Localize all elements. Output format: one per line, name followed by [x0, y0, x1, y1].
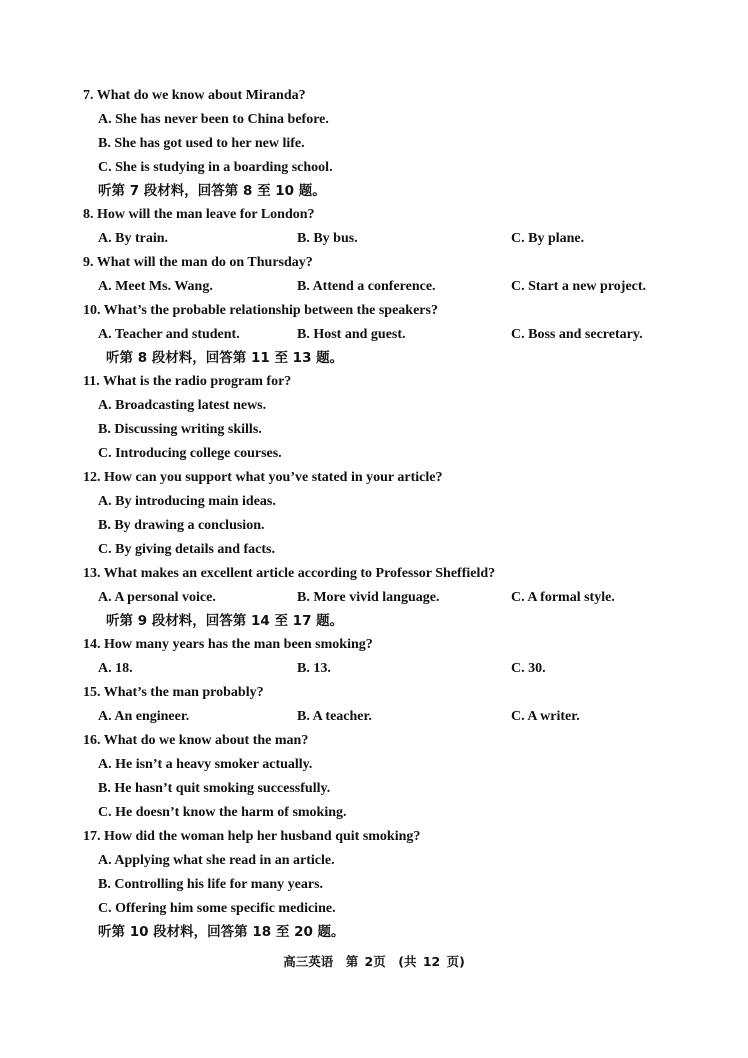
- question-11-option-c: C. Introducing college courses.: [98, 446, 282, 461]
- question-17-option-b: B. Controlling his life for many years.: [98, 877, 324, 892]
- question-9-option-a: A. Meet Ms. Wang.: [98, 279, 213, 294]
- question-7-option-c: C. She is studying in a boarding school.: [98, 160, 333, 175]
- question-9-option-c: C. Start a new project.: [511, 279, 647, 294]
- question-13-option-a: A. A personal voice.: [98, 590, 216, 605]
- question-15-option-c: C. A writer.: [511, 709, 580, 724]
- question-12-option-a: A. By introducing main ideas.: [98, 494, 276, 509]
- question-8-options: [0, 227, 748, 251]
- question-13-options: [0, 586, 748, 610]
- instruction-section-8: 听第 8 段材料，回答第 11 至 13 题。: [106, 350, 344, 366]
- question-12-option-b: B. By drawing a conclusion.: [98, 518, 265, 533]
- question-15-option-a: A. An engineer.: [98, 709, 190, 724]
- question-8-option-a: A. By train.: [98, 231, 168, 246]
- instruction-section-10: 听第 10 段材料，回答第 18 至 20 题。: [98, 924, 345, 940]
- page-footer: 高三英语 第 2页 (共 12 页): [283, 954, 465, 969]
- question-8-stem: 8. How will the man leave for London?: [83, 207, 315, 222]
- question-12-option-c: C. By giving details and facts.: [98, 542, 275, 557]
- question-14-stem: 14. How many years has the man been smoking?: [83, 637, 373, 652]
- question-17-stem: 17. How did the woman help her husband quit smoking?: [83, 829, 421, 844]
- question-16-option-a: A. He isn’t a heavy smoker actually.: [98, 757, 313, 772]
- question-10-options: [0, 323, 748, 347]
- question-11-option-b: B. Discussing writing skills.: [98, 422, 262, 437]
- question-10-stem: 10. What’s the probable relationship between the speakers?: [83, 303, 438, 318]
- question-10-option-b: B. Host and guest.: [297, 327, 406, 342]
- question-17-option-a: A. Applying what she read in an article.: [98, 853, 335, 868]
- question-17-option-c: C. Offering him some specific medicine.: [98, 901, 336, 916]
- question-13-option-c: C. A formal style.: [511, 590, 615, 605]
- question-16-option-b: B. He hasn’t quit smoking successfully.: [98, 781, 331, 796]
- question-14-option-b: B. 13.: [297, 661, 331, 676]
- question-10-option-c: C. Boss and secretary.: [511, 327, 643, 342]
- question-15-options: [0, 705, 748, 729]
- question-14-option-c: C. 30.: [511, 661, 546, 676]
- question-11-option-a: A. Broadcasting latest news.: [98, 398, 267, 413]
- question-15-stem: 15. What’s the man probably?: [83, 685, 264, 700]
- question-12-stem: 12. How can you support what you’ve stated in your article?: [83, 470, 443, 485]
- question-14-option-a: A. 18.: [98, 661, 133, 676]
- question-7-option-b: B. She has got used to her new life.: [98, 136, 305, 151]
- question-13-option-b: B. More vivid language.: [297, 590, 440, 605]
- question-14-options: [0, 657, 748, 681]
- instruction-section-9: 听第 9 段材料，回答第 14 至 17 题。: [106, 613, 344, 629]
- question-10-option-a: A. Teacher and student.: [98, 327, 240, 342]
- question-8-option-b: B. By bus.: [297, 231, 358, 246]
- question-9-stem: 9. What will the man do on Thursday?: [83, 255, 313, 270]
- instruction-section-7: 听第 7 段材料，回答第 8 至 10 题。: [98, 183, 326, 199]
- question-16-stem: 16. What do we know about the man?: [83, 733, 309, 748]
- question-9-options: [0, 275, 748, 299]
- question-9-option-b: B. Attend a conference.: [297, 279, 436, 294]
- question-8-option-c: C. By plane.: [511, 231, 585, 246]
- question-7-option-a: A. She has never been to China before.: [98, 112, 329, 127]
- question-7-stem: 7. What do we know about Miranda?: [83, 88, 306, 103]
- question-15-option-b: B. A teacher.: [297, 709, 372, 724]
- question-11-stem: 11. What is the radio program for?: [83, 374, 292, 389]
- question-13-stem: 13. What makes an excellent article according to Professor Sheffield?: [83, 566, 496, 581]
- question-16-option-c: C. He doesn’t know the harm of smoking.: [98, 805, 347, 820]
